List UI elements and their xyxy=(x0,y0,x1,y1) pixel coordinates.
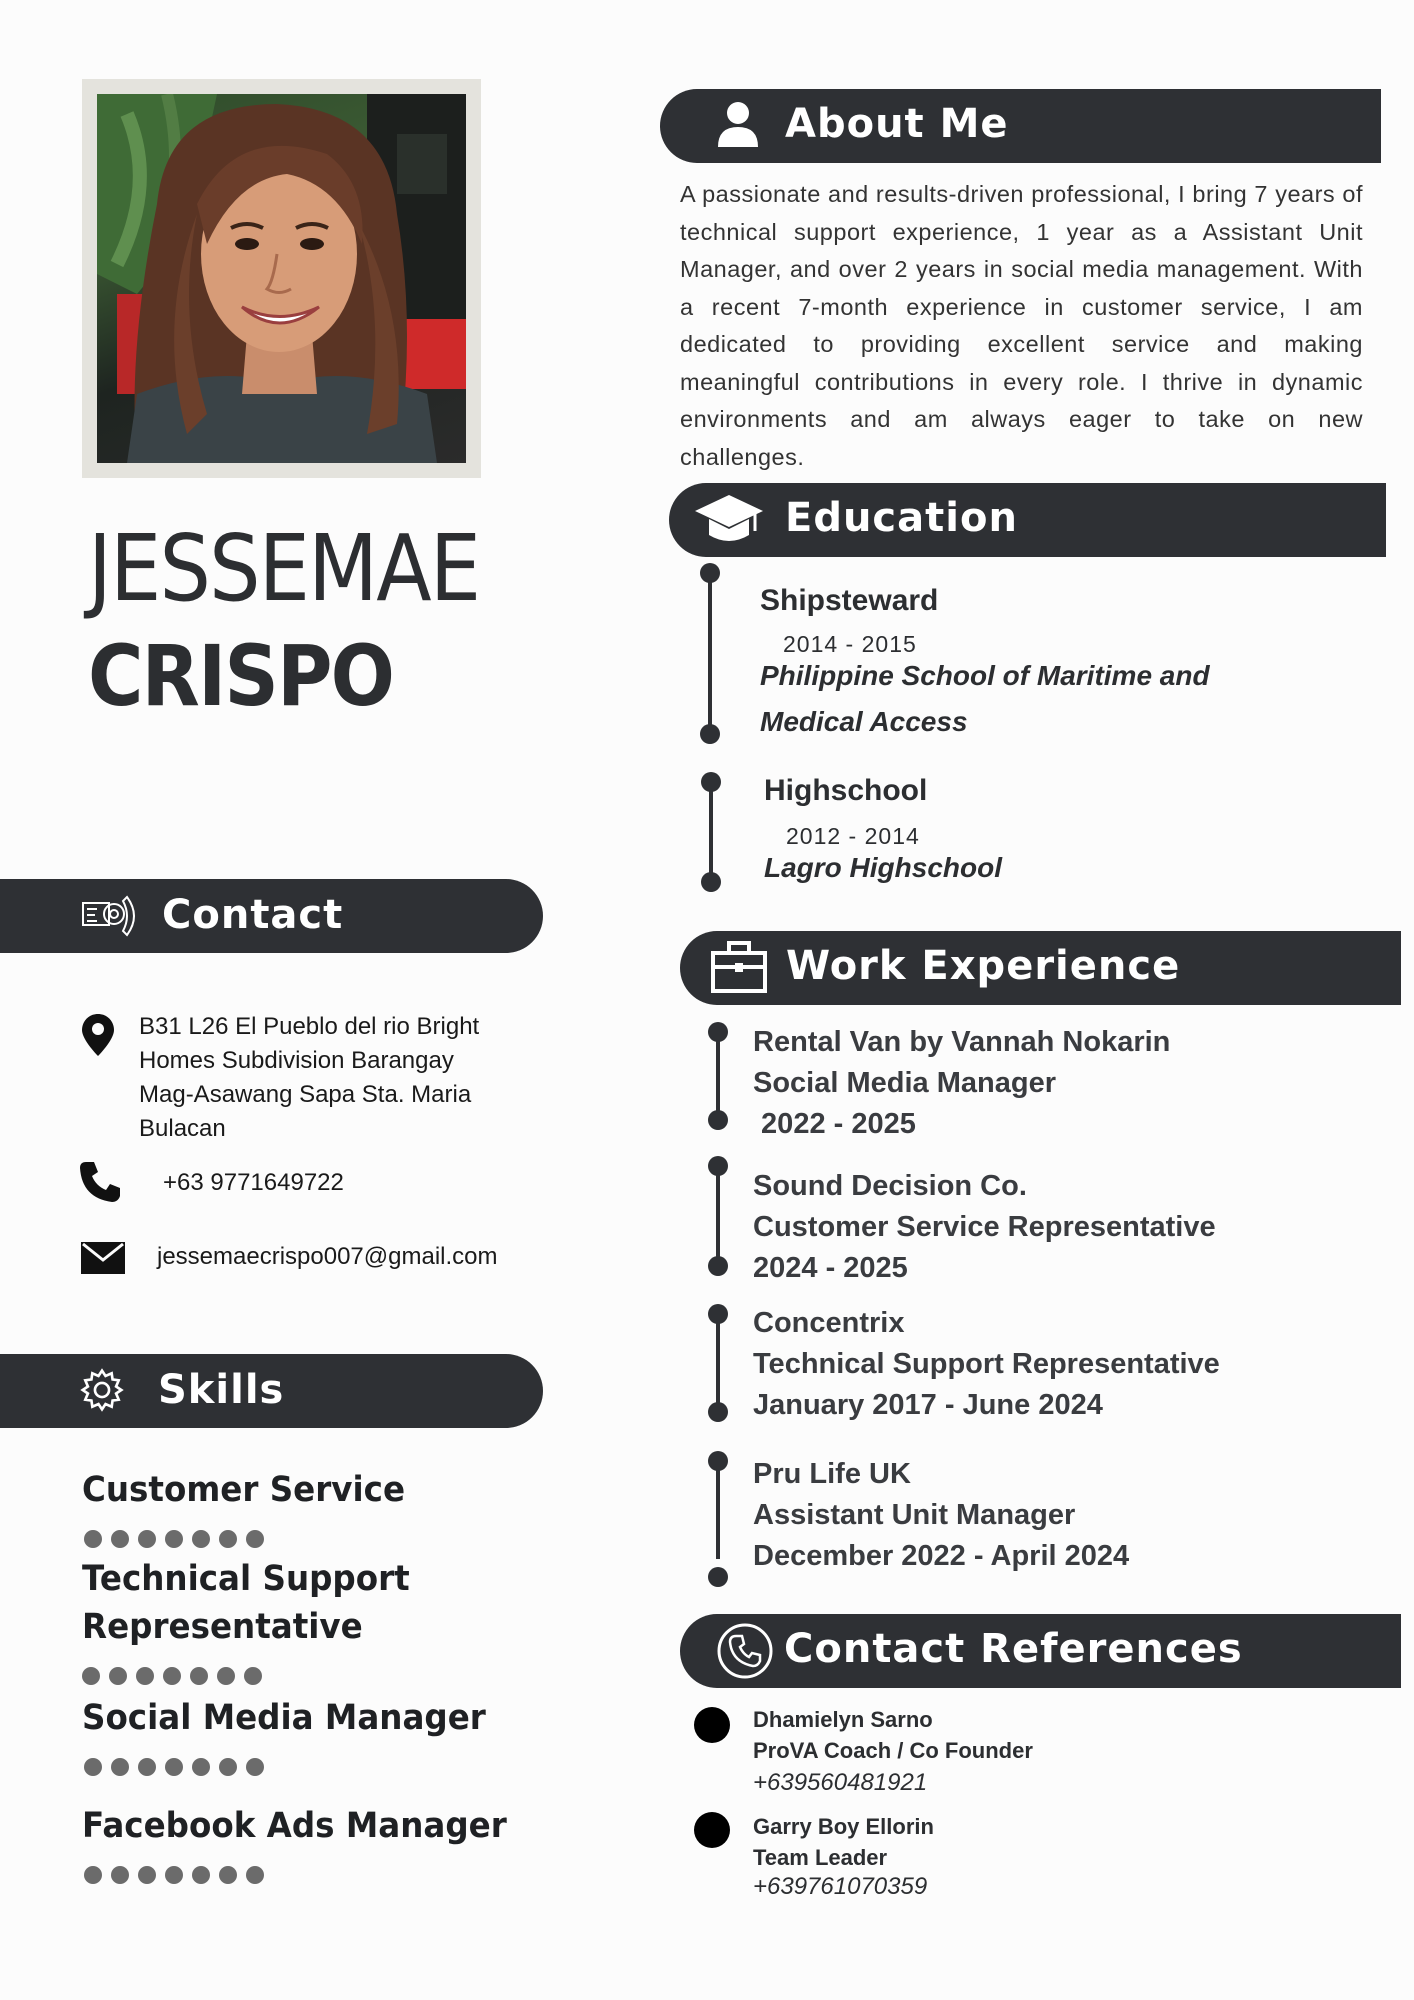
education-years: 2012 - 2014 xyxy=(786,823,920,849)
envelope-icon xyxy=(80,1240,126,1276)
email-at-phone-icon xyxy=(80,891,142,941)
about-section-header xyxy=(660,89,1381,163)
education-title-item: Shipsteward xyxy=(760,584,939,617)
skill-rating xyxy=(84,1866,264,1884)
timeline-dot xyxy=(701,772,721,792)
education-title: Education xyxy=(785,495,1018,541)
briefcase-icon xyxy=(710,939,768,995)
skill-label: Representative xyxy=(82,1607,363,1647)
references-title: Contact References xyxy=(784,1626,1243,1672)
education-years: 2014 - 2015 xyxy=(783,631,917,657)
timeline-line xyxy=(716,1166,720,1266)
work-company: Concentrix xyxy=(753,1307,905,1339)
skill-rating xyxy=(84,1758,264,1776)
timeline-dot xyxy=(700,563,720,583)
work-company: Sound Decision Co. xyxy=(753,1170,1027,1202)
work-section-header xyxy=(680,931,1401,1005)
graduation-cap-icon xyxy=(693,489,765,551)
education-title-item: Highschool xyxy=(764,774,928,807)
profile-photo xyxy=(97,94,466,463)
timeline-line xyxy=(709,782,713,882)
about-title: About Me xyxy=(785,101,1009,147)
work-role: Customer Service Representative xyxy=(753,1211,1216,1243)
timeline-dot xyxy=(708,1156,728,1176)
work-period: December 2022 - April 2024 xyxy=(753,1540,1130,1572)
contact-title: Contact xyxy=(162,892,344,938)
phone-icon xyxy=(78,1160,122,1204)
timeline-line xyxy=(716,1032,720,1120)
work-title: Work Experience xyxy=(786,943,1181,989)
skill-label: Social Media Manager xyxy=(82,1698,486,1738)
timeline-dot xyxy=(708,1110,728,1130)
skills-section-header xyxy=(0,1354,543,1428)
timeline-dot xyxy=(708,1402,728,1422)
person-icon xyxy=(716,101,760,147)
timeline-dot xyxy=(701,872,721,892)
last-name: CRISPO xyxy=(88,627,394,725)
skills-title: Skills xyxy=(158,1367,285,1413)
reference-title: ProVA Coach / Co Founder xyxy=(753,1738,1033,1763)
gear-icon xyxy=(80,1368,124,1412)
reference-bullet xyxy=(694,1707,730,1743)
timeline-dot xyxy=(708,1304,728,1324)
timeline-dot xyxy=(708,1022,728,1042)
timeline-dot xyxy=(708,1256,728,1276)
timeline-line xyxy=(716,1461,720,1559)
skill-rating xyxy=(84,1530,264,1548)
timeline-line xyxy=(716,1314,720,1412)
reference-bullet xyxy=(694,1812,730,1848)
work-role: Social Media Manager xyxy=(753,1067,1056,1099)
skill-label: Facebook Ads Manager xyxy=(82,1806,507,1846)
phone-circle-icon xyxy=(716,1622,774,1680)
work-role: Technical Support Representative xyxy=(753,1348,1220,1380)
education-section-header xyxy=(669,483,1386,557)
timeline-dot xyxy=(708,1567,728,1587)
email-text[interactable]: jessemaecrispo007@gmail.com xyxy=(157,1243,498,1270)
education-school: Philippine School of Maritime and xyxy=(760,660,1210,691)
timeline-dot xyxy=(708,1451,728,1471)
education-school: Lagro Highschool xyxy=(764,852,1002,883)
references-section-header xyxy=(680,1614,1401,1688)
work-period: 2024 - 2025 xyxy=(753,1252,908,1284)
first-name: JESSEMAE xyxy=(88,515,480,622)
work-company: Rental Van by Vannah Nokarin xyxy=(753,1026,1171,1058)
about-text: A passionate and results-driven professional, I bring 7 years of technical support experience, 1 year as a Assistant Unit Manager, and over 2 years in social media management. With a recent 7-month experience in customer service, I am dedicated to providing excellent service and making meaningful contributions in every role. I thrive in dynamic environments and am always eager to take on new challenges. xyxy=(680,181,1363,470)
reference-name: Dhamielyn Sarno xyxy=(753,1707,933,1732)
timeline-dot xyxy=(700,724,720,744)
address-text: B31 L26 El Pueblo del rio Bright Homes Subdivision Barangay Mag-Asawang Sapa Sta. Maria Bulacan xyxy=(139,1013,480,1142)
work-period: 2022 - 2025 xyxy=(753,1108,916,1140)
reference-name: Garry Boy Ellorin xyxy=(753,1814,934,1839)
education-school: Medical Access xyxy=(760,706,968,737)
work-company: Pru Life UK xyxy=(753,1458,911,1490)
reference-phone[interactable]: +639560481921 xyxy=(753,1769,928,1796)
work-period: January 2017 - June 2024 xyxy=(753,1389,1103,1421)
phone-text[interactable]: +63 9771649722 xyxy=(163,1169,344,1196)
skill-label: Customer Service xyxy=(82,1470,406,1510)
timeline-line xyxy=(708,572,712,734)
reference-title: Team Leader xyxy=(753,1845,888,1870)
contact-section-header xyxy=(0,879,543,953)
skill-rating xyxy=(82,1667,262,1685)
skill-label: Technical Support xyxy=(82,1559,410,1599)
work-role: Assistant Unit Manager xyxy=(753,1499,1076,1531)
location-pin-icon xyxy=(76,1012,120,1056)
reference-phone[interactable]: +639761070359 xyxy=(753,1873,928,1900)
